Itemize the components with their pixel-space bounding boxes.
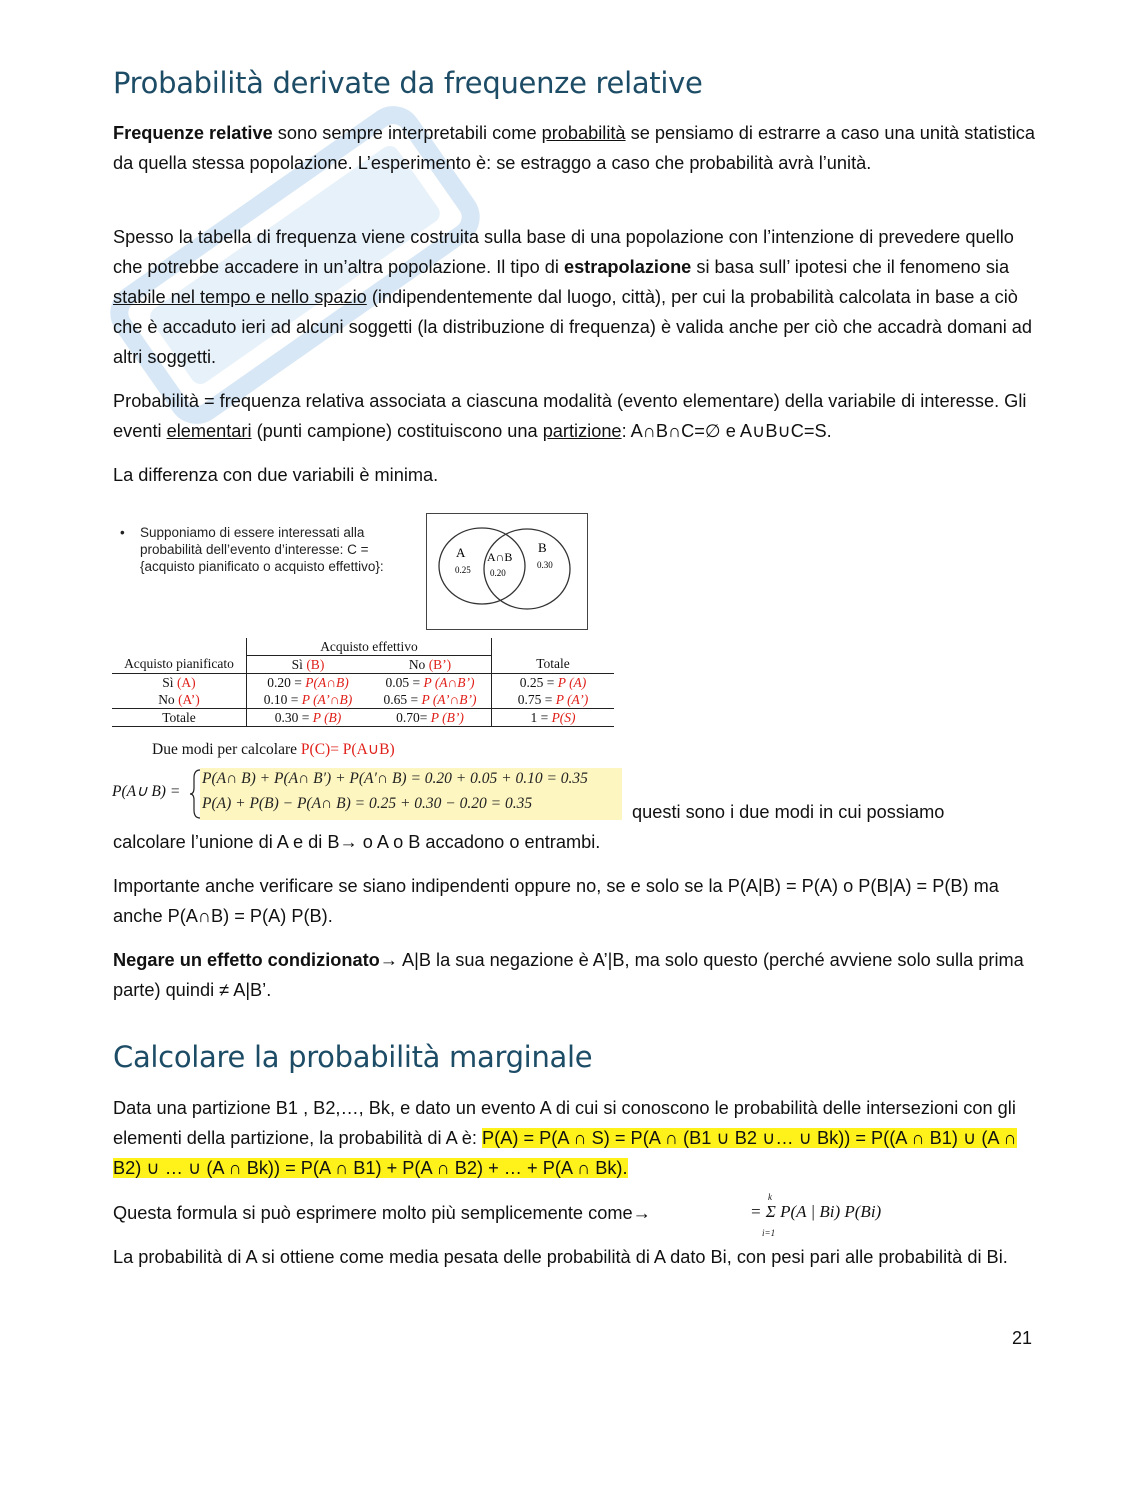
two-ways-caption: Due modi per calcolare P(C)= P(A∪B) bbox=[152, 741, 395, 758]
venn-diagram bbox=[426, 513, 588, 630]
paragraph-partizione bbox=[113, 1093, 1038, 1183]
paragraph-differenza: La differenza con due variabili è minima. bbox=[113, 465, 439, 485]
sum-lower-limit: i=1 bbox=[762, 1228, 776, 1238]
formula-line-2: P(A) + P(B) − P(A∩ B) = 0.25 + 0.30 − 0.20 = 0.35 bbox=[202, 795, 533, 812]
section-title-marginale: Calcolare la probabilità marginale bbox=[113, 1040, 593, 1074]
text: → A|B la sua negazione è A’|B, ma solo questo (perché avviene solo sulla prima parte) quindi ≠ A|B’. bbox=[113, 950, 1024, 1000]
col-totale: Totale bbox=[492, 656, 615, 674]
paragraph-negazione bbox=[113, 945, 1038, 1005]
table-row: Totale 0.30 = P (B) 0.70= P (B’) 1 = P(S) bbox=[112, 709, 614, 727]
col-no: No (B’) bbox=[408, 656, 452, 672]
sum-formula bbox=[750, 1194, 910, 1242]
table-row: Sì (A) 0.20 = P(A∩B) 0.05 = P (A∩B’) 0.25 = P (A) bbox=[112, 674, 614, 692]
underlined-term: probabilità bbox=[541, 123, 626, 143]
union-explanation: calcolare l’unione di A e di B→ o A o B accadono o entrambi. bbox=[113, 832, 601, 852]
page-number: 21 bbox=[1012, 1328, 1033, 1348]
paragraph-frequenze-relative bbox=[113, 118, 1038, 178]
venn-b-value: 0.30 bbox=[537, 560, 553, 570]
text: (indipendentemente dal luogo, città), per cui la probabilità calcolata in base a ciò che è accaduto ieri ad alcuni soggetti (la distribuzione di frequenza) è valida anche per ciò che accadrà domani ad altri soggetti. bbox=[113, 287, 1033, 367]
highlighted-formula: P(A) = P(A ∩ S) = P(A ∩ (B1 ∪ B2 ∪… ∪ Bk)) = P((A ∩ B1) ∪ (A ∩ B2) ∪ … ∪ (A ∩ Bk)) = P(A ∩ B1) + P(A ∩ B2) + … + P(A ∩ Bk). bbox=[113, 1128, 1017, 1178]
table-row: No (A’) 0.10 = P (A’∩B) 0.65 = P (A’∩B’) 0.75 = P (A’) bbox=[112, 691, 614, 709]
venn-a-label: A bbox=[456, 545, 466, 560]
paragraph-estrapolazione bbox=[113, 222, 1038, 372]
union-formula bbox=[112, 768, 627, 818]
venn-circle-a bbox=[439, 528, 525, 604]
probability-figure bbox=[112, 510, 632, 840]
text: Data una partizione B1 , B2,…, Bk, e dato un evento A di cui si conoscono le probabilità delle intersezioni con gli elementi della partizione, la probabilità di A è: bbox=[113, 1098, 1016, 1148]
table-group-header: Acquisto effettivo bbox=[247, 638, 492, 656]
text: Probabilità = frequenza relativa associata a ciascuna modalità (evento elementare) della variabile di interesse. Gli eventi bbox=[113, 391, 1027, 441]
underlined-term: elementari bbox=[166, 421, 252, 441]
bold-term: Frequenze relative bbox=[113, 123, 273, 143]
bold-term: estrapolazione bbox=[563, 257, 692, 277]
bold-term: Negare un effetto condizionato bbox=[113, 950, 380, 970]
venn-ab-value: 0.20 bbox=[490, 568, 506, 578]
underlined-term: partizione bbox=[542, 421, 622, 441]
venn-ab-label: A∩B bbox=[487, 550, 513, 564]
contingency-table bbox=[112, 638, 614, 727]
text: sono sempre interpretabili come bbox=[272, 123, 542, 143]
table-row-header: Acquisto pianificato bbox=[124, 656, 234, 672]
formula-comment: questi sono i due modi in cui possiamo bbox=[632, 802, 945, 822]
sum-upper-limit: k bbox=[768, 1192, 772, 1202]
paragraph-formula-semplice: Questa formula si può esprimere molto più semplicemente come→ bbox=[113, 1203, 651, 1223]
formula-line-1: P(A∩ B) + P(A∩ B′) + P(A′∩ B) = 0.20 + 0.05 + 0.10 = 0.35 bbox=[202, 770, 588, 787]
text: : A∩B∩C=∅ e A∪B∪C=S. bbox=[621, 421, 832, 441]
sum-expression: = Σ P(A | Bi) P(Bi) bbox=[750, 1202, 882, 1221]
venn-a-value: 0.25 bbox=[455, 565, 471, 575]
paragraph-probabilita-definizione bbox=[113, 386, 1038, 446]
figure-bullet-text: • Supponiamo di essere interessati alla probabilità dell’evento d’interesse: C = {acquisto pianificato o acquisto effettivo}: bbox=[140, 524, 410, 575]
venn-b-label: B bbox=[538, 540, 547, 555]
text: se pensiamo di estrarre a caso una unità statistica da quella stessa popolazione. L’esperimento è: se estraggo a caso che probabilità avrà l’unità. bbox=[113, 123, 1035, 173]
formula-lhs: P(A∪ B) = bbox=[112, 783, 181, 800]
paragraph-media-pesata: La probabilità di A si ottiene come media pesata delle probabilità di A dato Bi, con pesi pari alle probabilità di Bi. bbox=[113, 1247, 1008, 1267]
text: (punti campione) costituiscono una bbox=[251, 421, 543, 441]
text: si basa sull’ ipotesi che il fenomeno sia bbox=[691, 257, 1010, 277]
paragraph-indipendenza: Importante anche verificare se siano indipendenti oppure no, se e solo se la P(A|B) = P(A) o P(B|A) = P(B) ma anche P(A∩B) = P(A) P(B). bbox=[113, 876, 999, 926]
text: Spesso la tabella di frequenza viene costruita sulla base di una popolazione con l’intenzione di prevedere quello che potrebbe accadere in un’altra popolazione. Il tipo di bbox=[113, 227, 1014, 277]
brace-icon bbox=[190, 768, 202, 820]
col-si: Sì (B) bbox=[247, 656, 370, 674]
section-title-frequenze: Probabilità derivate da frequenze relative bbox=[113, 66, 703, 100]
underlined-term: stabile nel tempo e nello spazio bbox=[113, 287, 367, 307]
